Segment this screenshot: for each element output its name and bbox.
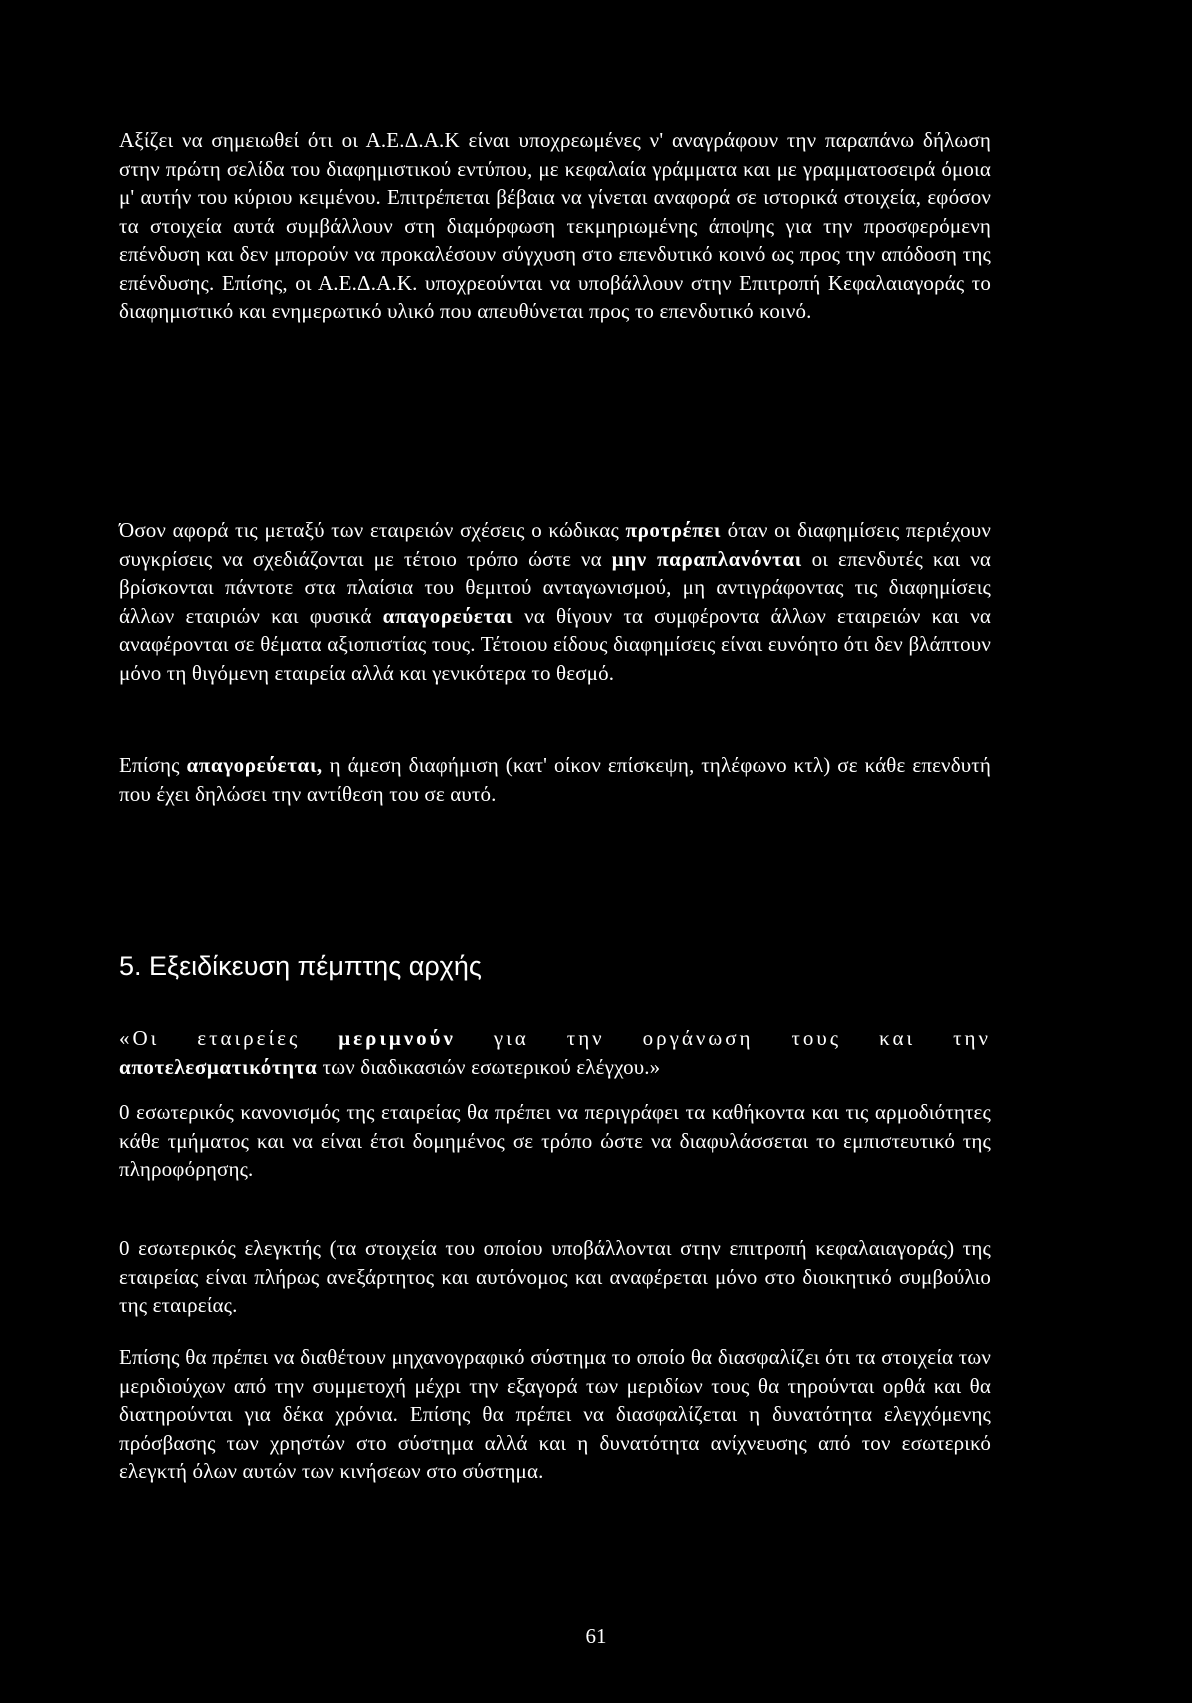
paragraph-inter-company-relations [119,516,991,687]
text-run: Όσον αφορά τις μεταξύ των εταιρειών σχέσεις ο κώδικας [119,518,626,542]
section-heading: 5. Εξειδίκευση πέμπτης αρχής [119,951,482,981]
bold-text-prohibited: απαγορεύεται, [186,753,323,777]
text-run: η άμεση διαφήμιση (κατ' οίκον επίσκεψη, τηλέφωνο κτλ) σε κάθε επενδυτή που έχει δηλώσει την αντίθεση του σε αυτό. [119,753,992,806]
paragraph-computer-system: Επίσης θα πρέπει να διαθέτουν μηχανογραφικό σύστημα το οποίο θα διασφαλίζει ότι τα στοιχεία των μεριδιούχων από την συμμετοχή μέχρι την εξαγορά των μεριδίων τους θα τηρούνται ορθά και θα διατηρούνται για δέκα χρόνια. Επίσης θα πρέπει να διασφαλίζεται η δυνατότητα ελεγχόμενης πρόσβασης των χρηστών στο σύστημα αλλά και η δυνατότητα ανίχνευσης από τον εσωτερικό ελεγκτή όλων αυτών των κινήσεων στο σύστημα. [119,1345,991,1483]
text-run: να θίγουν τα συμφέροντα άλλων εταιρειών και να αναφέρονται σε θέματα αξιοπιστίας τους. Τέτοιου είδους διαφημίσεις είναι ευνόητο ότι δεν βλάπτουν μόνο τη θιγόμενη εταιρεία αλλά και γενικότερα το θεσμό. [119,603,991,685]
bold-text-urges: προτρέπει [625,518,722,542]
bold-text-prohibited: απαγορεύεται [382,603,514,628]
bold-text-effectiveness: αποτελεσματικότητα [119,1054,318,1079]
text-run: οι επενδυτές και να βρίσκονται πάντοτε στα πλαίσια του θεμιτού ανταγωνισμού, μη αντιγράφοντας τις διαφημίσεις άλλων εταιριών και φυσικά [119,546,992,628]
bold-text-not-mislead: μην παραπλανόνται [611,546,802,571]
paragraph-aedak-declaration: Αξίζει να σημειωθεί ότι οι Α.Ε.Δ.Α.Κ είναι υποχρεωμένες ν' αναγράφουν την παραπάνω δήλωση στην πρώτη σελίδα του διαφημιστικού εντύπου, με κεφαλαία γράμματα και με γραμματοσειρά όμοια μ' αυτήν του κύριου κειμένου. Επιτρέπεται βέβαια να γίνεται αναφορά σε ιστορικά στοιχεία, εφόσον τα στοιχεία αυτά συμβάλλουν στη διαμόρφωση τεκμηριωμένης άποψης για την προσφερόμενη επένδυση και δεν μπορούν να προκαλέσουν σύγχυση στο επενδυτικό κοινό ως προς την απόδοση της επένδυσης. Επίσης, οι Α.Ε.Δ.Α.Κ. υποχρεούνται να υποβάλλουν στην Επιτροπή Κεφαλαιαγοράς το διαφημιστικό και ενημερωτικό υλικό που απευθύνεται προς το επενδυτικό κοινό. [119,128,991,323]
paragraph-internal-auditor: 0 εσωτερικός ελεγκτής (τα στοιχεία του οποίου υποβάλλονται στην επιτροπή κεφαλαιαγοράς) της εταιρείας είναι πλήρως ανεξάρτητος και αυτόνομος και αναφέρεται μόνο στο διοικητικό συμβούλιο της εταιρείας. [119,1236,991,1317]
text-run: των διαδικασιών εσωτερικού ελέγχου.» [317,1054,661,1079]
page-number: 61 [585,1624,607,1648]
paragraph-direct-advertising [119,751,991,808]
text-run: «Οι εταιρείες [119,1026,339,1050]
text-run: για την οργάνωση τους και την [455,1026,991,1050]
paragraph-internal-regulation: 0 εσωτερικός κανονισμός της εταιρείας θα πρέπει να περιγράφει τα καθήκοντα και τις αρμοδιότητες κάθε τμήματος και να είναι έτσι δομημένος σε τρόπο ώστε να διαφυλάσσεται το εμπιστευτικό της πληροφόρησης. [119,1100,991,1181]
bold-text-care: μεριμνούν [338,1026,456,1050]
paragraph-principle-quote [119,1024,991,1081]
text-run: Επίσης [119,753,187,777]
text-run: όταν οι διαφημίσεις περιέχουν συγκρίσεις να σχεδιάζονται με τέτοιο τρόπο ώστε να [119,518,992,571]
